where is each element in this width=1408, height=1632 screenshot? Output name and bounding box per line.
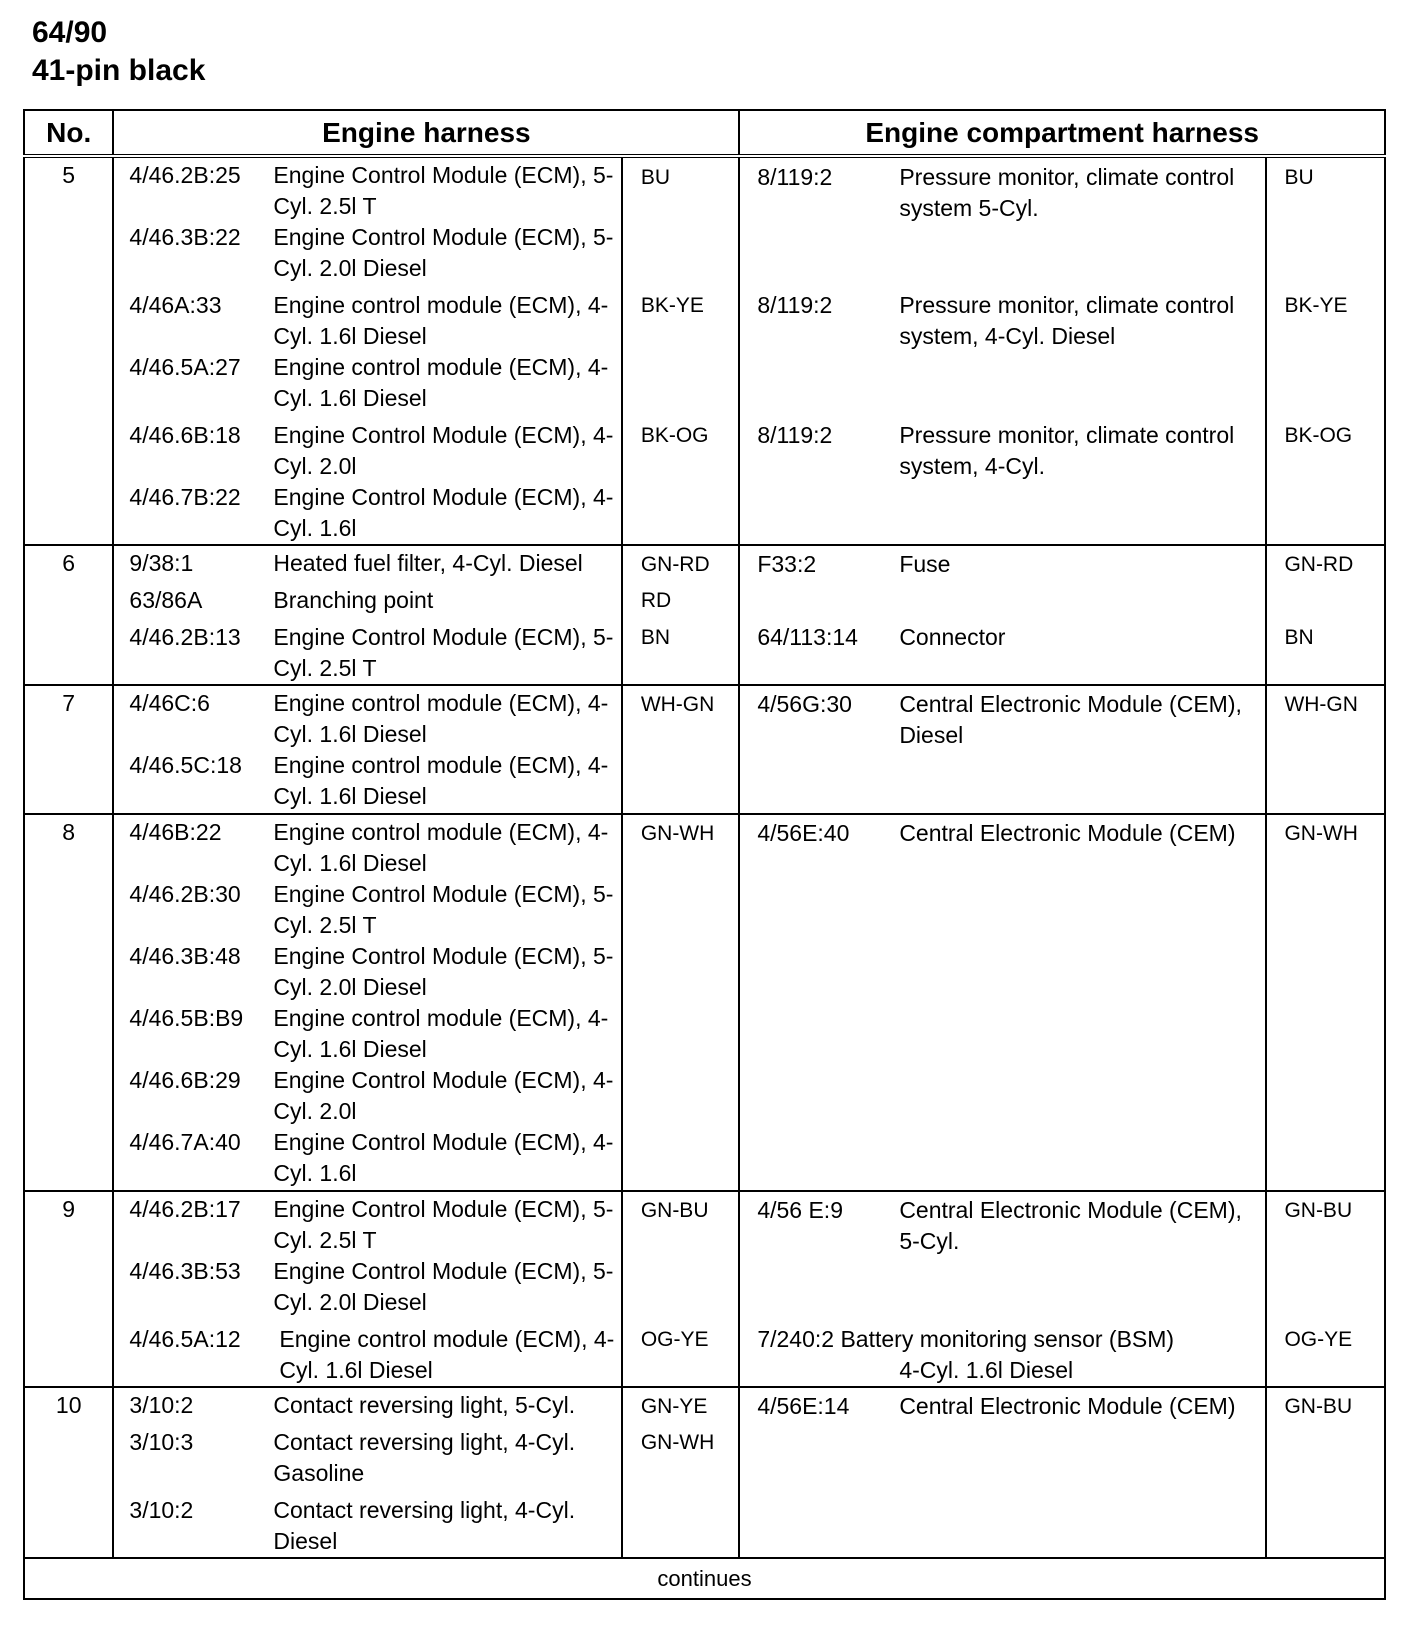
compartment-entry <box>740 420 1265 482</box>
compartment-connector-code: 8/119:2 <box>757 422 833 448</box>
engine-entry <box>114 160 620 222</box>
compartment-component-description: Central Electronic Module (CEM) <box>899 820 1236 846</box>
engine-entry <box>114 290 620 352</box>
engine-connector-code: 4/46A:33 <box>129 292 222 318</box>
engine-harness-cell <box>113 1387 621 1558</box>
engine-entry <box>114 1495 620 1557</box>
engine-entry <box>114 817 620 879</box>
table-row <box>24 1191 1385 1387</box>
pin-number: 5 <box>24 156 113 545</box>
engine-wire-color <box>623 880 739 942</box>
engine-component-description: Engine control module (ECM), 4-Cyl. 1.6l Diesel <box>273 819 609 876</box>
compartment-entry <box>740 290 1265 352</box>
engine-connector-code: 9/38:1 <box>129 550 194 576</box>
engine-connector-code: 4/46.3B:48 <box>129 943 241 969</box>
engine-harness-cell <box>113 156 621 545</box>
engine-component-description: Branching point <box>273 587 434 613</box>
compartment-entry <box>740 689 1265 751</box>
engine-component-description: Heated fuel filter, 4-Cyl. Diesel <box>273 550 583 576</box>
engine-component-description: Engine Control Module (ECM), 5-Cyl. 2.0l Diesel <box>273 224 614 281</box>
compartment-entry <box>740 549 1265 580</box>
engine-component-description: Contact reversing light, 4-Cyl. Diesel <box>273 1497 576 1554</box>
engine-component-description: Engine control module (ECM), 4-Cyl. 1.6l Diesel <box>273 292 609 349</box>
engine-entry <box>114 1427 620 1489</box>
engine-entry <box>114 352 620 414</box>
engine-entry <box>114 1127 620 1189</box>
engine-wire-color: RD <box>640 589 672 612</box>
engine-connector-code: 4/46.7B:22 <box>129 484 241 510</box>
engine-harness-cell <box>113 1191 621 1387</box>
page-title <box>32 14 205 90</box>
table-row <box>24 545 1385 685</box>
engine-harness-color-cell <box>622 545 740 685</box>
engine-wire-color <box>623 352 739 414</box>
engine-harness-cell <box>113 545 621 685</box>
table-row <box>24 814 1385 1191</box>
compartment-entry <box>740 1324 1265 1386</box>
table-row <box>24 156 1385 545</box>
pin-number: 9 <box>24 1191 113 1387</box>
engine-entry <box>114 1065 620 1127</box>
connector-number: 64/90 <box>32 16 108 49</box>
compartment-harness-color-cell <box>1266 156 1385 545</box>
engine-entry <box>114 548 620 579</box>
compartment-component-description: Pressure monitor, climate control system, 4-Cyl. Diesel <box>899 292 1235 349</box>
engine-component-description: Engine control module (ECM), 4-Cyl. 1.6l Diesel <box>273 1005 609 1062</box>
engine-wire-color: BU <box>640 166 670 189</box>
engine-connector-code: 3/10:2 <box>129 1497 194 1523</box>
connector-description: 41-pin black <box>32 54 206 87</box>
compartment-wire-color: BK-YE <box>1284 294 1348 317</box>
engine-component-description: Engine Control Module (ECM), 4-Cyl. 1.6l <box>273 484 614 541</box>
compartment-component-description-cont: 4-Cyl. 1.6l Diesel <box>899 1357 1074 1383</box>
engine-entry <box>114 482 620 544</box>
compartment-harness-cell <box>739 685 1266 814</box>
engine-wire-color: BK-YE <box>640 294 704 317</box>
compartment-entry <box>740 1391 1265 1422</box>
engine-entry <box>114 1194 620 1256</box>
engine-entry <box>114 750 620 812</box>
engine-wire-color <box>623 1004 739 1066</box>
compartment-connector-code: 8/119:2 <box>757 164 833 190</box>
engine-connector-code: 4/46.3B:53 <box>129 1258 241 1284</box>
engine-entry <box>114 222 620 284</box>
engine-entry <box>114 622 620 684</box>
engine-wire-color <box>623 1128 739 1190</box>
engine-connector-code: 4/46.5A:12 <box>129 1326 241 1352</box>
engine-connector-code: 4/46.5C:18 <box>129 752 242 778</box>
engine-wire-color <box>623 1066 739 1128</box>
compartment-harness-cell <box>739 156 1266 545</box>
engine-wire-color: GN-YE <box>640 1395 708 1418</box>
header-row <box>24 110 1385 156</box>
engine-entry <box>114 1324 620 1386</box>
pin-number: 8 <box>24 814 113 1191</box>
compartment-harness-color-cell <box>1266 685 1385 814</box>
engine-component-description: Engine control module (ECM), 4-Cyl. 1.6l Diesel <box>273 752 609 809</box>
engine-harness-cell <box>113 814 621 1191</box>
compartment-component-description: Fuse <box>899 551 951 577</box>
engine-connector-code: 4/46.7A:40 <box>129 1129 241 1155</box>
engine-connector-code: 4/46.6B:18 <box>129 422 241 448</box>
pin-number: 6 <box>24 545 113 685</box>
engine-entry <box>114 420 620 482</box>
engine-component-description: Engine Control Module (ECM), 5-Cyl. 2.5l T <box>273 881 614 938</box>
engine-harness-color-cell <box>622 814 740 1191</box>
compartment-entry <box>740 818 1265 849</box>
engine-wire-color <box>623 1257 739 1319</box>
engine-connector-code: 3/10:3 <box>129 1429 194 1455</box>
engine-wire-color <box>623 482 739 544</box>
col-header-engine-harness: Engine harness <box>113 110 739 156</box>
engine-harness-color-cell <box>622 685 740 814</box>
compartment-harness-cell <box>739 1387 1266 1558</box>
engine-harness-color-cell <box>622 156 740 545</box>
engine-entry <box>114 941 620 1003</box>
compartment-wire-color: OG-YE <box>1284 1328 1353 1351</box>
engine-component-description: Engine Control Module (ECM), 5-Cyl. 2.0l Diesel <box>273 943 614 1000</box>
compartment-wire-color: GN-BU <box>1284 1395 1353 1418</box>
compartment-component-description: Central Electronic Module (CEM) <box>899 1393 1236 1419</box>
compartment-component-description: Connector <box>899 624 1006 650</box>
compartment-harness-color-cell <box>1266 1387 1385 1558</box>
engine-component-description: Engine Control Module (ECM), 5-Cyl. 2.5l T <box>273 624 614 681</box>
engine-component-description: Contact reversing light, 4-Cyl. Gasoline <box>273 1429 576 1486</box>
table-row <box>24 685 1385 814</box>
compartment-entry <box>740 622 1265 653</box>
compartment-wire-color: BN <box>1284 626 1314 649</box>
compartment-connector-code: 7/240:2 <box>757 1326 835 1352</box>
compartment-wire-color: GN-RD <box>1284 553 1354 576</box>
compartment-connector-code: 4/56G:30 <box>757 691 852 717</box>
engine-harness-cell <box>113 685 621 814</box>
engine-wire-color <box>623 751 739 813</box>
engine-entry <box>114 1256 620 1318</box>
compartment-entry <box>740 1195 1265 1257</box>
engine-harness-color-cell <box>622 1191 740 1387</box>
compartment-component-description: Battery monitoring sensor (BSM) <box>840 1326 1175 1352</box>
compartment-connector-code: 4/56E:14 <box>757 1393 850 1419</box>
compartment-wire-color: GN-WH <box>1284 822 1358 845</box>
engine-component-description: Engine control module (ECM), 4-Cyl. 1.6l Diesel <box>273 354 609 411</box>
pin-number: 10 <box>24 1387 113 1558</box>
engine-connector-code: 4/46.2B:13 <box>129 624 241 650</box>
engine-connector-code: 4/46.3B:22 <box>129 224 241 250</box>
engine-component-description: Engine Control Module (ECM), 4-Cyl. 1.6l <box>273 1129 614 1186</box>
compartment-connector-code: 4/56E:40 <box>757 820 850 846</box>
engine-component-description: Contact reversing light, 5-Cyl. <box>273 1392 576 1418</box>
compartment-wire-color: BU <box>1284 166 1314 189</box>
engine-component-description: Engine Control Module (ECM), 4-Cyl. 2.0l <box>273 1067 614 1124</box>
engine-connector-code: 4/46.5B:B9 <box>129 1005 244 1031</box>
footer-row <box>24 1558 1385 1599</box>
table-body <box>24 156 1385 1558</box>
compartment-harness-color-cell <box>1266 814 1385 1191</box>
engine-connector-code: 4/46.2B:17 <box>129 1196 241 1222</box>
compartment-wire-color: GN-BU <box>1284 1199 1353 1222</box>
compartment-connector-code: 4/56 E:9 <box>757 1197 843 1223</box>
engine-connector-code: 4/46C:6 <box>129 690 210 716</box>
compartment-harness-color-cell <box>1266 545 1385 685</box>
engine-wire-color: GN-WH <box>640 822 715 845</box>
engine-component-description: Engine Control Module (ECM), 4-Cyl. 2.0l <box>273 422 614 479</box>
pin-table <box>23 109 1386 1600</box>
engine-component-description: Engine control module (ECM), 4-Cyl. 1.6l Diesel <box>279 1326 615 1383</box>
compartment-component-description: Central Electronic Module (CEM), 5-Cyl. <box>899 1197 1242 1254</box>
engine-wire-color <box>623 942 739 1004</box>
engine-entry <box>114 1003 620 1065</box>
engine-entry <box>114 879 620 941</box>
engine-connector-code: 4/46.5A:27 <box>129 354 241 380</box>
col-header-no: No. <box>24 110 113 156</box>
compartment-entry <box>740 162 1265 224</box>
engine-component-description: Engine Control Module (ECM), 5-Cyl. 2.5l T <box>273 1196 614 1253</box>
engine-connector-code: 4/46.6B:29 <box>129 1067 241 1093</box>
engine-component-description: Engine control module (ECM), 4-Cyl. 1.6l Diesel <box>273 690 609 747</box>
engine-wire-color <box>623 1495 739 1557</box>
compartment-wire-color: BK-OG <box>1284 424 1353 447</box>
engine-wire-color <box>623 224 739 286</box>
compartment-component-description: Pressure monitor, climate control system 5-Cyl. <box>899 164 1235 221</box>
engine-wire-color: WH-GN <box>640 693 715 716</box>
engine-wire-color: BN <box>640 626 670 649</box>
compartment-harness-cell <box>739 545 1266 685</box>
engine-entry <box>114 688 620 750</box>
compartment-component-description: Central Electronic Module (CEM), Diesel <box>899 691 1242 748</box>
compartment-connector-code: F33:2 <box>757 551 817 577</box>
compartment-connector-code: 64/113:14 <box>757 624 858 650</box>
pin-number: 7 <box>24 685 113 814</box>
engine-connector-code: 4/46.2B:25 <box>129 162 241 188</box>
engine-component-description: Engine Control Module (ECM), 5-Cyl. 2.5l T <box>273 162 614 219</box>
engine-wire-color: GN-BU <box>640 1199 709 1222</box>
engine-wire-color: BK-OG <box>640 424 709 447</box>
engine-entry <box>114 585 620 616</box>
engine-connector-code: 4/46B:22 <box>129 819 222 845</box>
table-row <box>24 1387 1385 1558</box>
engine-wire-color: GN-RD <box>640 553 710 576</box>
engine-component-description: Engine Control Module (ECM), 5-Cyl. 2.0l Diesel <box>273 1258 614 1315</box>
compartment-wire-color: WH-GN <box>1284 693 1358 716</box>
compartment-harness-color-cell <box>1266 1191 1385 1387</box>
engine-wire-color: OG-YE <box>640 1328 709 1351</box>
engine-harness-color-cell <box>622 1387 740 1558</box>
engine-wire-color: GN-WH <box>640 1431 715 1454</box>
compartment-connector-code: 8/119:2 <box>757 292 833 318</box>
compartment-harness-cell <box>739 814 1266 1191</box>
engine-entry <box>114 1390 620 1421</box>
col-header-compartment-harness: Engine compartment harness <box>739 110 1385 156</box>
engine-connector-code: 63/86A <box>129 587 203 613</box>
compartment-harness-cell <box>739 1191 1266 1387</box>
compartment-component-description: Pressure monitor, climate control system, 4-Cyl. <box>899 422 1235 479</box>
engine-connector-code: 3/10:2 <box>129 1392 194 1418</box>
engine-connector-code: 4/46.2B:30 <box>129 881 241 907</box>
continues-note: continues <box>24 1558 1385 1599</box>
